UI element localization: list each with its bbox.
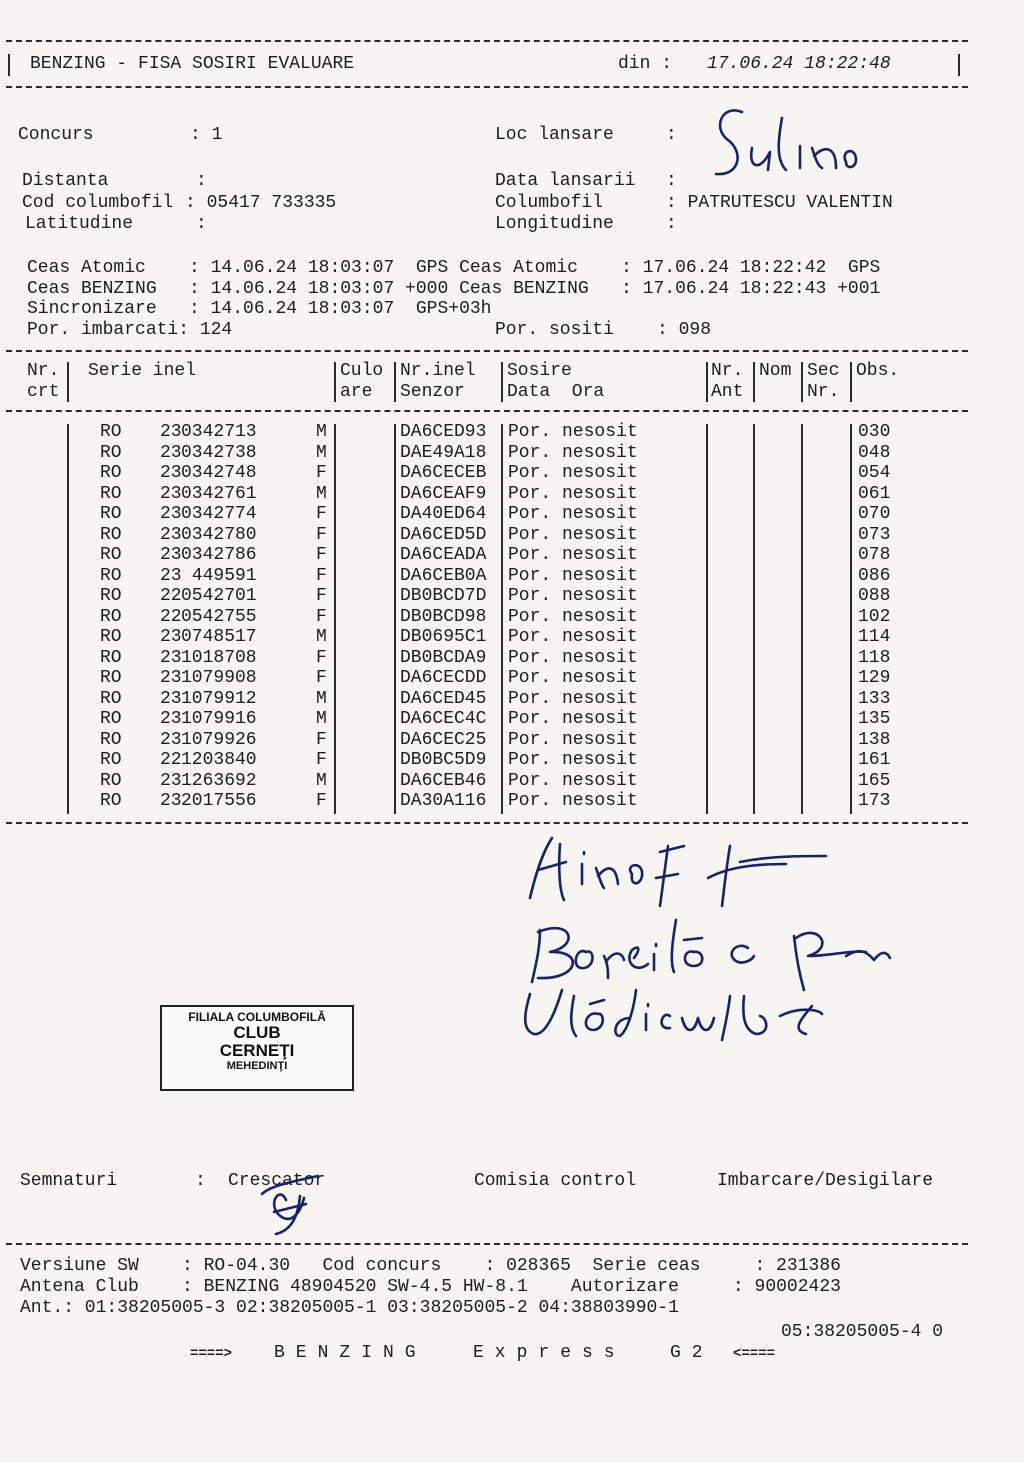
row-sex: M	[316, 709, 327, 729]
row-country: RO	[100, 688, 122, 709]
row-obs: 118	[858, 647, 891, 668]
row-year: 22	[160, 606, 182, 627]
row-obs: 129	[858, 668, 891, 688]
col-nr-ant-1: Nr.	[711, 361, 744, 381]
row-sex: F	[316, 586, 327, 606]
row-sex: M	[316, 442, 327, 463]
sheet-title: BENZING - FISA SOSIRI EVALUARE	[30, 54, 355, 74]
row-arrival-status: Por. nesosit	[508, 750, 638, 770]
date-label: din :	[618, 54, 673, 74]
comisia-label: Comisia control	[474, 1171, 637, 1191]
row-arrival-status: Por. nesosit	[508, 524, 638, 545]
footer-version: Versiune SW : RO-04.30 Cod concurs : 028365 Serie ceas : 231386	[20, 1256, 841, 1276]
row-sex: F	[316, 565, 327, 586]
row-sex: M	[316, 627, 327, 647]
row-sensor-ring: DA6CED93	[400, 422, 487, 442]
row-sex: F	[316, 545, 327, 565]
row-year: 23	[160, 442, 182, 463]
clock-line-sync: Sincronizare : 14.06.24 18:03:07 GPS+03h	[27, 299, 492, 319]
row-country: RO	[100, 627, 122, 647]
brand-model: Express	[473, 1343, 626, 1363]
row-arrival-status: Por. nesosit	[508, 504, 638, 524]
row-ring-number: 0342748	[181, 463, 257, 483]
col-nr-crt-1: Nr.	[27, 361, 60, 381]
row-obs: 078	[858, 545, 891, 565]
stamp-line-4: MEHEDINŢI	[226, 1060, 288, 1072]
row-country: RO	[100, 606, 122, 627]
stamp-line-3: CERNEŢI	[219, 1041, 295, 1060]
row-year: 23	[160, 668, 182, 688]
row-country: RO	[100, 750, 122, 770]
row-sensor-ring: DB0BC5D9	[400, 750, 487, 770]
row-year: 23	[160, 791, 182, 811]
row-arrival-status: Por. nesosit	[508, 627, 638, 647]
col-obs: Obs.	[856, 361, 900, 381]
latitudine-label: Latitudine	[25, 214, 134, 234]
row-obs: 070	[858, 504, 891, 524]
row-country: RO	[100, 463, 122, 483]
clock-line-benzing: Ceas BENZING : 14.06.24 18:03:07 +000 Ceas BENZING : 17.06.24 18:22:43 +001	[27, 279, 881, 299]
col-serie-inel: Serie inel	[88, 361, 197, 381]
stamp-line-2: CLUB	[233, 1023, 281, 1042]
row-sensor-ring: DB0695C1	[400, 627, 487, 647]
loc-lansare-colon: :	[666, 125, 677, 145]
row-obs: 061	[858, 483, 891, 504]
row-year: 23	[160, 709, 182, 729]
row-sex: M	[316, 770, 327, 791]
brand-name: BENZING	[274, 1343, 427, 1363]
row-obs: 048	[858, 442, 891, 463]
row-arrival-status: Por. nesosit	[508, 688, 638, 709]
row-arrival-status: Por. nesosit	[508, 483, 638, 504]
brand-arrow-left: ====>	[190, 1346, 233, 1362]
row-year: 22	[160, 750, 182, 770]
row-sex: F	[316, 606, 327, 627]
row-year: 23	[160, 483, 182, 504]
row-sex: F	[316, 750, 327, 770]
cod-columbofil-value: : 05417 733335	[185, 193, 337, 213]
row-sensor-ring: DA40ED64	[400, 504, 487, 524]
row-arrival-status: Por. nesosit	[508, 463, 638, 483]
row-country: RO	[100, 729, 122, 750]
row-sensor-ring: DA6CECEB	[400, 463, 487, 483]
semnaturi-label: Semnaturi	[20, 1171, 118, 1191]
row-sensor-ring: DA6CEAF9	[400, 483, 487, 504]
row-ring-number: 0542755	[181, 606, 257, 627]
row-ring-number: 1263692	[181, 770, 257, 791]
row-sensor-ring: DA6CED45	[400, 688, 487, 709]
row-sex: F	[316, 668, 327, 688]
concurs-value: : 1	[190, 125, 223, 145]
row-country: RO	[100, 709, 122, 729]
row-sex: M	[316, 688, 327, 709]
data-lansarii-colon: :	[666, 171, 677, 191]
row-ring-number: 0342713	[181, 422, 257, 442]
row-sensor-ring: DB0BCDA9	[400, 647, 487, 668]
breeder-signature	[262, 1176, 318, 1234]
row-country: RO	[100, 647, 122, 668]
row-ring-number: 0342738	[181, 442, 257, 463]
col-nr-inel-1: Nr.inel	[400, 361, 476, 381]
row-sensor-ring: DB0BCD98	[400, 606, 487, 627]
row-obs: 054	[858, 463, 891, 483]
row-obs: 088	[858, 586, 891, 606]
footer-antenna-5: 05:38205005-4 0	[781, 1322, 944, 1342]
row-obs: 173	[858, 791, 891, 811]
row-sex: F	[316, 791, 327, 811]
row-obs: 102	[858, 606, 891, 627]
col-nr-ant-2: Ant	[711, 382, 744, 402]
row-year: 23	[160, 770, 182, 791]
row-sensor-ring: DAE49A18	[400, 442, 487, 463]
row-sex: F	[316, 647, 327, 668]
pigeons-arrived: Por. sositi : 098	[495, 320, 712, 340]
row-ring-number: 1079908	[181, 668, 257, 688]
row-country: RO	[100, 565, 122, 586]
row-obs: 073	[858, 524, 891, 545]
row-ring-number: 0342786	[181, 545, 257, 565]
col-sec-nr-1: Sec	[807, 361, 840, 381]
row-year: 23	[160, 688, 182, 709]
row-sex: F	[316, 524, 327, 545]
row-year: 23	[160, 422, 182, 442]
row-ring-number: 0542701	[181, 586, 257, 606]
handwritten-name-2	[532, 920, 890, 990]
footer-antennas: Ant.: 01:38205005-3 02:38205005-1 03:38205005-2 04:38803990-1	[20, 1298, 679, 1318]
row-year: 23	[160, 463, 182, 483]
row-obs: 086	[858, 565, 891, 586]
col-nr-inel-2: Senzor	[400, 382, 465, 402]
row-arrival-status: Por. nesosit	[508, 770, 638, 791]
concurs-label: Concurs	[18, 125, 94, 145]
cod-columbofil-label: Cod columbofil	[22, 193, 174, 213]
row-arrival-status: Por. nesosit	[508, 606, 638, 627]
row-sex: F	[316, 504, 327, 524]
row-year: 22	[160, 586, 182, 606]
row-arrival-status: Por. nesosit	[508, 729, 638, 750]
row-ring-number: 1203840	[181, 750, 257, 770]
row-arrival-status: Por. nesosit	[508, 709, 638, 729]
row-year: 23	[160, 565, 182, 586]
clock-line-atomic: Ceas Atomic : 14.06.24 18:03:07 GPS Ceas Atomic : 17.06.24 18:22:42 GPS	[27, 258, 881, 278]
col-nom: Nom	[759, 361, 792, 381]
row-sex: M	[316, 422, 327, 442]
semnaturi-colon: :	[195, 1171, 206, 1191]
columbofil-label: Columbofil	[495, 193, 604, 213]
handwritten-name-1	[530, 838, 826, 906]
print-date: 17.06.24 18:22:48	[707, 54, 891, 74]
row-ring-number: 0748517	[181, 627, 257, 647]
row-sensor-ring: DA6CED5D	[400, 524, 487, 545]
row-ring-number: 0342761	[181, 483, 257, 504]
col-sosire-1: Sosire	[507, 361, 572, 381]
row-country: RO	[100, 668, 122, 688]
latitudine-value: :	[196, 214, 207, 234]
handwritten-release-place	[716, 110, 856, 174]
col-sec-nr-2: Nr.	[807, 382, 840, 402]
row-sensor-ring: DA6CECDD	[400, 668, 487, 688]
data-lansarii-label: Data lansarii	[495, 171, 636, 191]
distanta-value: :	[196, 171, 207, 191]
row-country: RO	[100, 586, 122, 606]
row-obs: 030	[858, 422, 891, 442]
row-sensor-ring: DA6CEB0A	[400, 565, 487, 586]
stamp-line-1: FILIALA COLUMBOFILĂ	[188, 1010, 326, 1024]
row-obs: 161	[858, 750, 891, 770]
footer-antenna: Antena Club : BENZING 48904520 SW-4.5 HW-8.1 Autorizare : 90002423	[20, 1277, 841, 1297]
col-culoare-1: Culo	[340, 361, 384, 381]
row-ring-number: 1079926	[181, 729, 257, 750]
row-year: 23	[160, 524, 182, 545]
row-ring-number: 1079912	[181, 688, 257, 709]
row-ring-number: 2017556	[181, 791, 257, 811]
row-year: 23	[160, 647, 182, 668]
row-obs: 165	[858, 770, 891, 791]
distanta-label: Distanta	[22, 171, 109, 191]
row-country: RO	[100, 442, 122, 463]
row-obs: 138	[858, 729, 891, 750]
row-ring-number: 0342780	[181, 524, 257, 545]
row-ring-number: 1018708	[181, 647, 257, 668]
brand-arrow-right: <====	[733, 1346, 776, 1362]
row-country: RO	[100, 545, 122, 565]
row-country: RO	[100, 422, 122, 442]
longitudine-value: :	[666, 214, 677, 234]
row-sensor-ring: DA30A116	[400, 791, 487, 811]
row-year: 23	[160, 729, 182, 750]
col-culoare-2: are	[340, 382, 373, 402]
row-arrival-status: Por. nesosit	[508, 442, 638, 463]
row-sex: F	[316, 729, 327, 750]
brand-generation: G2	[670, 1343, 714, 1363]
row-sensor-ring: DA6CEADA	[400, 545, 487, 565]
loc-lansare-label: Loc lansare	[495, 125, 614, 145]
row-ring-number: 1079916	[181, 709, 257, 729]
row-arrival-status: Por. nesosit	[508, 586, 638, 606]
row-sensor-ring: DA6CEB46	[400, 770, 487, 791]
row-year: 23	[160, 627, 182, 647]
longitudine-label: Longitudine	[495, 214, 614, 234]
row-country: RO	[100, 504, 122, 524]
row-year: 23	[160, 504, 182, 524]
col-sosire-2: Data Ora	[507, 382, 605, 402]
row-arrival-status: Por. nesosit	[508, 422, 638, 442]
row-obs: 114	[858, 627, 891, 647]
row-year: 23	[160, 545, 182, 565]
row-ring-number: 449591	[181, 565, 257, 586]
handwritten-name-3	[525, 990, 822, 1040]
imbarcare-label: Imbarcare/Desigilare	[717, 1171, 934, 1191]
row-arrival-status: Por. nesosit	[508, 565, 638, 586]
col-nr-crt-2: crt	[27, 382, 60, 402]
row-arrival-status: Por. nesosit	[508, 668, 638, 688]
pigeons-boarded: Por. imbarcati: 124	[27, 320, 233, 340]
row-ring-number: 0342774	[181, 504, 257, 524]
row-obs: 133	[858, 688, 891, 709]
row-sensor-ring: DA6CEC25	[400, 729, 487, 750]
row-arrival-status: Por. nesosit	[508, 647, 638, 668]
row-arrival-status: Por. nesosit	[508, 545, 638, 565]
row-country: RO	[100, 791, 122, 811]
row-country: RO	[100, 770, 122, 791]
row-sensor-ring: DB0BCD7D	[400, 586, 487, 606]
crescator-label: Crescator	[228, 1171, 326, 1191]
row-country: RO	[100, 524, 122, 545]
row-sex: F	[316, 463, 327, 483]
row-country: RO	[100, 483, 122, 504]
row-arrival-status: Por. nesosit	[508, 791, 638, 811]
columbofil-value: : PATRUTESCU VALENTIN	[666, 193, 893, 213]
row-obs: 135	[858, 709, 891, 729]
row-sex: M	[316, 483, 327, 504]
row-sensor-ring: DA6CEC4C	[400, 709, 487, 729]
